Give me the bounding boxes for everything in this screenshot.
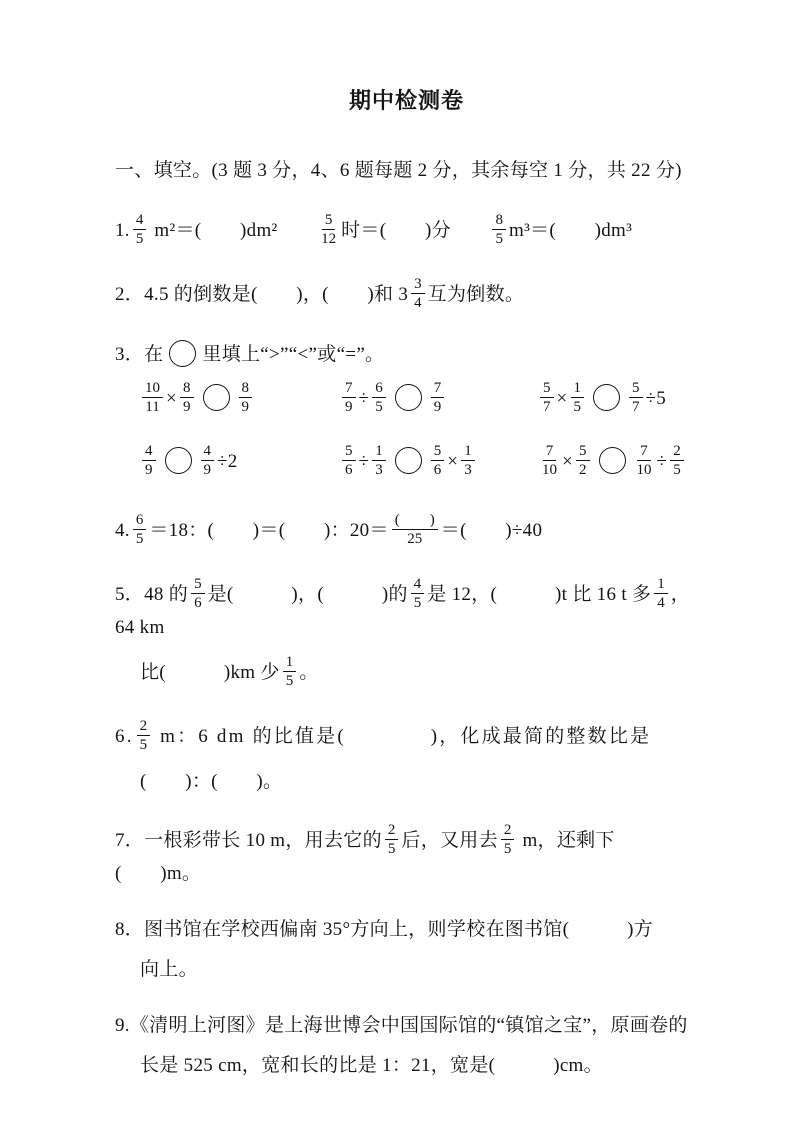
question-9-line-1: 9.《清明上河图》是上海世博会中国国际馆的“镇馆之宝”，原画卷的 <box>115 1014 688 1036</box>
comparison-circle <box>395 447 422 474</box>
fraction: $\frac{5}{6}$ <box>342 442 356 479</box>
comparison-item: $\frac{10}{11}$ × $\frac{8}{9}$ $\frac{8}{9}$ <box>139 381 339 418</box>
fraction: $\frac{6}{5}$ <box>133 511 147 548</box>
fraction: $\frac{5}{6}$ <box>191 575 205 612</box>
comparison-circle <box>169 340 196 367</box>
fraction: $\frac{4}{5}$ <box>411 575 425 612</box>
fraction: $\frac{5}{7}$ <box>540 379 554 416</box>
fraction: $\frac{4}{9}$ <box>201 442 215 479</box>
fraction: $\frac{5}{12}$ <box>321 211 337 247</box>
question-3: 3．在 里填上“>”“<”或“=”。 <box>115 341 698 370</box>
question-4: 4. $\frac{6}{5}$ ＝18：( )＝( )：20＝ $\frac{( )}{25}$ ＝( )÷40 <box>115 512 543 547</box>
comparison-circle <box>165 447 192 474</box>
comparison-item: $\frac{4}{9}$ $\frac{4}{9}$ ÷2 <box>139 444 339 481</box>
fraction: $\frac{7}{10}$ <box>636 443 652 478</box>
fraction: $\frac{1}{3}$ <box>372 442 386 479</box>
comparison-item: $\frac{5}{7}$ × $\frac{1}{5}$ $\frac{5}{7}$ ÷5 <box>537 381 698 418</box>
question-2: 2．4.5 的倒数是( )，( )和 3 $\frac{3}{4}$ 互为倒数。 <box>115 275 525 311</box>
fraction: $\frac{2}{5}$ <box>670 442 684 479</box>
fraction: $\frac{4}{9}$ <box>142 442 156 479</box>
comparison-circle <box>593 384 620 411</box>
comparison-circle <box>395 384 422 411</box>
fraction: $\frac{7}{10}$ <box>542 443 557 478</box>
fraction: $\frac{7}{9}$ <box>342 379 356 416</box>
comparison-grid <box>139 381 698 481</box>
fraction: $\frac{5}{2}$ <box>576 442 590 479</box>
fraction: $\frac{1}{4}$ <box>654 575 668 612</box>
section-header: 一、填空。(3 题 3 分，4、6 题每题 2 分，其余每空 1 分，共 22 分) <box>115 160 682 181</box>
question-5-line-2: 比( )km 少 $\frac{1}{5}$ 。 <box>140 653 319 689</box>
fraction: $\frac{6}{5}$ <box>372 379 386 416</box>
fraction: $\frac{2}{5}$ <box>137 717 151 754</box>
fraction: $\frac{8}{9}$ <box>180 379 194 416</box>
comparison-circle <box>203 384 230 411</box>
comparison-item: $\frac{7}{10}$ × $\frac{5}{2}$ $\frac{7}{10}$ ÷ $\frac{2}{5}$ <box>537 444 698 481</box>
fraction: $\frac{2}{5}$ <box>385 821 399 858</box>
question-8-line-1: 8．图书馆在学校西偏南 35°方向上，则学校在图书馆( )方 <box>115 918 654 940</box>
fraction: $\frac{3}{4}$ <box>411 275 425 312</box>
question-8-line-2: 向上。 <box>140 959 198 980</box>
question-6-line-1: 6. $\frac{2}{5}$ m：6 dm 的比值是( )，化成最简的整数比是 <box>115 717 652 753</box>
comparison-circle <box>599 447 626 474</box>
question-6-line-2: ( )：( )。 <box>140 770 283 792</box>
page-title: 期中检测卷 <box>348 88 464 113</box>
fraction: $\frac{1}{3}$ <box>461 442 475 479</box>
comparison-item: $\frac{7}{9}$ ÷ $\frac{6}{5}$ $\frac{7}{9}$ <box>339 381 537 418</box>
question-1: 1. $\frac{4}{5}$ m²＝( )dm² $\frac{5}{12}$ 时＝( )分 $\frac{8}{5}$ m³＝( )dm³ <box>115 211 633 247</box>
fraction: $\frac{1}{5}$ <box>571 379 585 416</box>
comparison-item: $\frac{5}{6}$ ÷ $\frac{1}{3}$ $\frac{5}{6}$ × $\frac{1}{3}$ <box>339 444 537 481</box>
fraction: $\frac{5}{7}$ <box>629 379 643 416</box>
question-5-line-1: 5．48 的 $\frac{5}{6}$ 是( )，( )的 $\frac{4}{5}$ 是 12，( )t 比 16 t 多 $\frac{1}{4}$ ，64 km <box>115 576 691 638</box>
fraction: $\frac{1}{5}$ <box>283 653 297 690</box>
question-7: 7．一根彩带长 10 m，用去它的 $\frac{2}{5}$ 后，又用去 $\frac{2}{5}$ m，还剩下( )m。 <box>115 822 615 884</box>
fraction: $\frac{5}{6}$ <box>431 442 445 479</box>
fraction: $\frac{8}{5}$ <box>492 211 506 248</box>
fraction: $\frac{2}{5}$ <box>501 821 515 858</box>
fraction: $\frac{( )}{25}$ <box>392 511 438 548</box>
question-9-line-2: 长是 525 cm，宽和长的比是 1：21，宽是( )cm。 <box>140 1055 603 1076</box>
fraction: $\frac{4}{5}$ <box>133 211 147 248</box>
fraction: $\frac{10}{11}$ <box>142 379 163 416</box>
fraction: $\frac{8}{9}$ <box>239 379 253 416</box>
fraction: $\frac{7}{9}$ <box>431 379 445 416</box>
